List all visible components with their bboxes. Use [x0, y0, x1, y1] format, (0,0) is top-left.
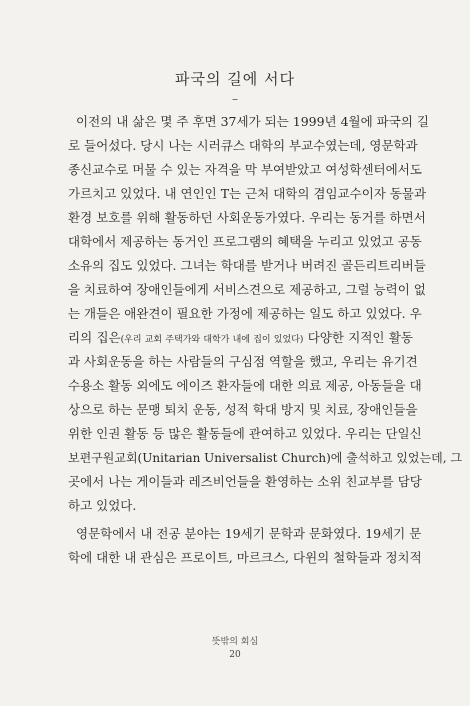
body-line: 가르치고 있었다. 내 연인인 T는 근처 대학의 겸임교수이자 동물과	[68, 186, 427, 201]
body-line: 학에 대한 내 관심은 프로이트, 마르크스, 다윈의 철학들과 정치적	[68, 550, 422, 565]
body-line: 종신교수로 머물 수 있는 자격을 막 부여받았고 여성학센터에서도	[68, 162, 422, 177]
body-line-start: 리의 집은	[68, 330, 121, 345]
body-text	[68, 110, 462, 570]
body-line: 환경 보호를 위해 활동하던 사회운동가였다. 우리는 동거를 하면서	[68, 210, 426, 225]
page-number: 20	[229, 650, 241, 660]
body-line: 을 치료하여 장애인들에게 서비스견으로 제공하고, 그럴 능력이 없	[68, 282, 426, 297]
parenthetical-note: (우리 교회 주택가와 대학가 내에 집이 있었다)	[120, 335, 304, 345]
body-line: 위한 인권 활동 등 많은 활동들에 관여하고 있었다. 우리는 단일신	[68, 426, 422, 441]
body-line: 소유의 집도 있었다. 그녀는 학대를 받거나 버려진 골든리트리버들	[68, 258, 426, 273]
body-line: 로 들어섰다. 당시 나는 시러큐스 대학의 부교수였는데, 영문학과	[68, 138, 418, 153]
body-line: 대학에서 제공하는 동거인 프로그램의 혜택을 누리고 있었고 공동	[68, 234, 422, 249]
body-line-end: 다양한 지적인 활동	[303, 330, 413, 345]
body-line: 하고 있었다.	[68, 498, 137, 513]
title-dash: –	[232, 92, 238, 106]
body-line: 상으로 하는 문맹 퇴치 운동, 성적 학대 방지 및 치료, 장애인들을	[68, 402, 418, 417]
footer-book-title: 뜻밖의 회심	[211, 637, 259, 647]
body-line: 이전의 내 삶은 몇 주 후면 37세가 되는 1999년 4월에 파국의 길	[76, 114, 429, 129]
body-line: 수용소 활동 외에도 에이즈 환자들에 대한 의료 제공, 아동들을 대	[68, 378, 422, 393]
body-line-with-note	[68, 326, 413, 350]
chapter-title: 파국의 길에 서다	[175, 70, 295, 88]
body-line: 영문학에서 내 전공 분야는 19세기 문학과 문화였다. 19세기 문	[76, 526, 422, 541]
body-line: 곳에서 나는 게이들과 레즈비언들을 환영하는 소위 친교부를 담당	[68, 474, 422, 489]
body-line: 보편구원교회(Unitarian Universalist Church)에 출석하고 있었는데, 그	[68, 451, 462, 465]
body-line: 과 사회운동을 하는 사람들의 구심점 역할을 했고, 우리는 유기견	[68, 354, 418, 369]
body-line: 는 개들은 애완견이 필요한 가정에 제공하는 일도 하고 있었다. 우	[68, 306, 422, 321]
